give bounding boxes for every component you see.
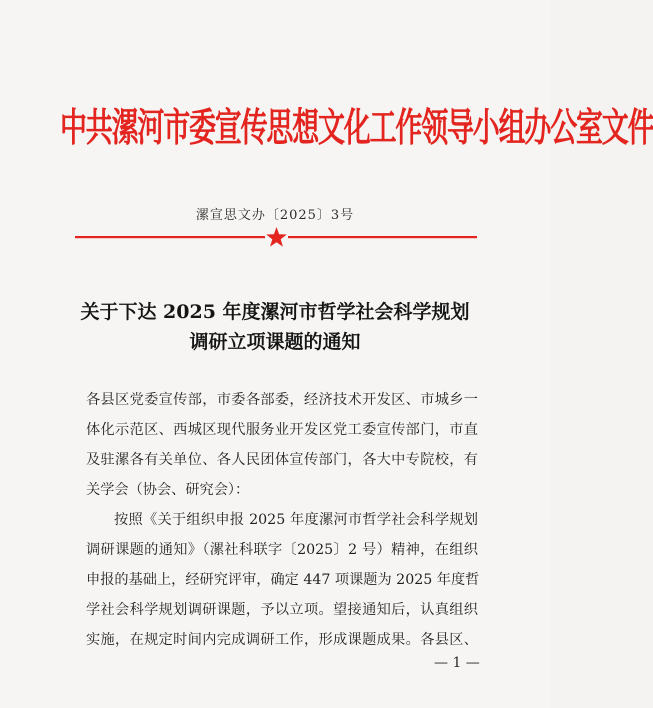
separator-line-left (75, 236, 265, 238)
page-number: — 1 — (434, 655, 480, 671)
document-header-title: 中共漯河市委宣传思想文化工作领导小组办公室文件 (60, 106, 653, 152)
document-number: 漯宣思文办〔2025〕3号 (195, 208, 355, 223)
separator-line-right (288, 236, 477, 238)
red-separator-line (75, 225, 477, 249)
recipients-line-4: 关学会（协会、研究会）： (86, 482, 250, 498)
paragraph-line-2: 调研课题的通知》（漯社科联字〔2025〕2 号）精神，在组织 (86, 542, 478, 558)
paragraph-line-3: 申报的基础上，经研究评审，确定 447 项课题为 2025 年度哲 (86, 572, 480, 588)
recipients-line-1: 各县区党委宣传部，市委各部委，经济技术开发区、市城乡一 (86, 392, 478, 408)
star-icon (266, 227, 287, 247)
recipients-line-2: 体化示范区、西城区现代服务业开发区党工委宣传部门，市直 (86, 422, 478, 438)
paragraph-line-4: 学社会科学规划调研课题，予以立项。望接通知后，认真组织 (86, 602, 478, 618)
notice-title-line-1: 关于下达 2025 年度漯河市哲学社会科学规划 (80, 301, 470, 323)
recipients-line-3: 及驻漯各有关单位、各人民团体宣传部门，各大中专院校，有 (86, 452, 478, 468)
paragraph-line-5: 实施，在规定时间内完成调研工作，形成课题成果。各县区、 (86, 632, 478, 648)
notice-title-line-2: 调研立项课题的通知 (189, 331, 361, 353)
paragraph-line-1: 按照《关于组织申报 2025 年度漯河市哲学社会科学规划 (114, 512, 478, 528)
